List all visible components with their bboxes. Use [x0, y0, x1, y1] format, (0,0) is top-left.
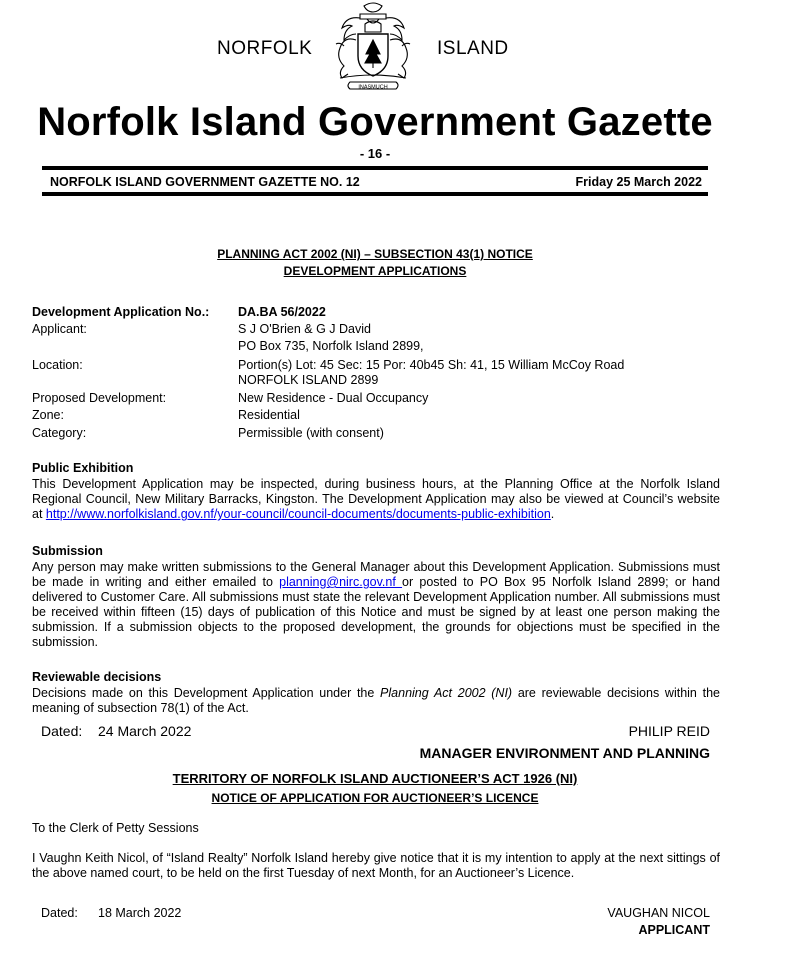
- category-label: Category:: [32, 426, 87, 440]
- gazette-date: Friday 25 March 2022: [575, 175, 702, 189]
- public-exhibition-paragraph: [32, 477, 720, 522]
- notice1-heading-line2: DEVELOPMENT APPLICATIONS: [283, 264, 467, 278]
- page-number: - 16 -: [359, 146, 391, 161]
- applicant-value-line2: PO Box 735, Norfolk Island 2899,: [238, 339, 424, 353]
- notice1-dated-label: Dated:: [41, 723, 83, 739]
- location-label: Location:: [32, 358, 83, 372]
- notice1-signatory-title: MANAGER ENVIRONMENT AND PLANNING: [419, 745, 710, 761]
- submission-text-after: or posted to PO Box 95 Norfolk Island 2899; or hand delivered to Customer Care. All submissions must state the relevant Development Application number. All submissions must be received within fifteen (15) days of publication of this Notice and must be signed by at least one person making the submission. If a submission objects to the proposed development, the grounds for objections must be specified in the submission.: [32, 575, 720, 649]
- header-rule-bottom: [42, 192, 708, 196]
- reviewable-text-after: are reviewable decisions within the meaning of subsection 78(1) of the Act.: [32, 686, 720, 715]
- public-exhibition-end: .: [550, 507, 555, 521]
- planning-email-link[interactable]: planning@nirc.gov.nf: [279, 575, 403, 589]
- submission-text-before: Any person may make written submissions to the General Manager about this Development Application. Submissions must be made in writing and either emailed to: [32, 560, 720, 589]
- reviewable-text-before: Decisions made on this Development Application under the: [32, 686, 381, 700]
- notice2-heading-line1: TERRITORY OF NORFOLK ISLAND AUCTIONEER’S ACT 1926 (NI): [172, 771, 578, 786]
- zone-label: Zone:: [32, 408, 64, 422]
- proposed-development-label: Proposed Development:: [32, 391, 167, 405]
- zone-value: Residential: [238, 408, 300, 422]
- notice2-dated-value: 18 March 2022: [98, 906, 182, 920]
- submission-heading: Submission: [32, 544, 103, 558]
- notice1-signatory: PHILIP REID: [628, 723, 710, 739]
- gazette-title: Norfolk Island Government Gazette: [37, 100, 713, 144]
- notice1-dated-value: 24 March 2022: [98, 723, 192, 739]
- notice2-salutation: To the Clerk of Petty Sessions: [32, 821, 199, 835]
- masthead-right-word: ISLAND: [437, 38, 509, 59]
- applicant-value-line1: S J O'Brien & G J David: [238, 322, 371, 336]
- header-rule-top: [42, 166, 708, 170]
- motto-text: INASMUCH: [358, 84, 388, 91]
- coat-of-arms-icon: [320, 2, 426, 94]
- notice2-heading-line2: NOTICE OF APPLICATION FOR AUCTIONEER’S LICENCE: [211, 791, 539, 805]
- gazette-info-row: [50, 175, 702, 189]
- notice2-signatory: VAUGHAN NICOL: [607, 906, 710, 920]
- location-value-line2: NORFOLK ISLAND 2899: [238, 373, 379, 387]
- notice2-dated-label: Dated:: [41, 906, 78, 920]
- gazette-number: NORFOLK ISLAND GOVERNMENT GAZETTE NO. 12: [50, 175, 360, 189]
- applicant-label: Applicant:: [32, 322, 87, 336]
- public-exhibition-text: This Development Application may be inspected, during business hours, at the Planning Office at the Norfolk Island Regional Council, New Military Barracks, Kingston. The Development Application may also be viewed at Council’s website at: [32, 477, 720, 521]
- category-value: Permissible (with consent): [238, 426, 384, 440]
- da-number-label: Development Application No.:: [32, 305, 210, 319]
- planning-act-title: Planning Act 2002 (NI): [380, 686, 513, 700]
- da-number-value: DA.BA 56/2022: [238, 305, 326, 319]
- reviewable-paragraph: [32, 686, 720, 716]
- proposed-development-value: New Residence - Dual Occupancy: [238, 391, 429, 405]
- public-exhibition-heading: Public Exhibition: [32, 461, 134, 475]
- masthead-left-word: NORFOLK: [217, 38, 313, 59]
- location-value-line1: Portion(s) Lot: 45 Sec: 15 Por: 40b45 Sh: 41, 15 William McCoy Road: [238, 358, 625, 372]
- reviewable-heading: Reviewable decisions: [32, 670, 162, 684]
- submission-paragraph: [32, 560, 720, 650]
- notice2-signatory-title: APPLICANT: [638, 923, 710, 937]
- exhibition-link[interactable]: http://www.norfolkisland.gov.nf/your-council/council-documents/documents-public-exhibition: [45, 507, 551, 521]
- notice2-body: I Vaughn Keith Nicol, of “Island Realty” Norfolk Island hereby give notice that it is my intention to apply at the next sittings of the above named court, to be held on the first Tuesday of next Month, for an Auctioneer’s Licence.: [32, 851, 720, 880]
- notice1-heading-line1: PLANNING ACT 2002 (NI) – SUBSECTION 43(1) NOTICE: [217, 247, 533, 261]
